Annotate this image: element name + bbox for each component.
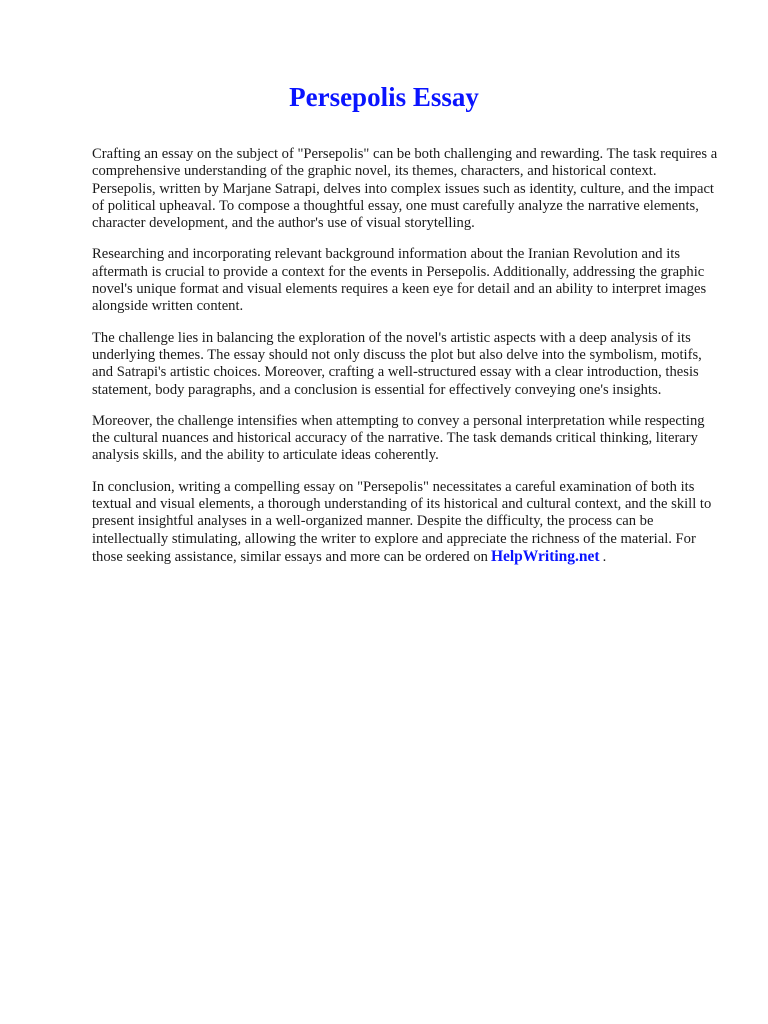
- paragraph-2: Researching and incorporating relevant background information about the Iranian Revolution and its aftermath is crucial to provide a context for the events in Persepolis. Additionally, addressing the graphic novel's unique format and visual elements requires a keen eye for detail and an ability to interpret images alongside written content.: [92, 246, 707, 315]
- essay-body: [92, 146, 718, 580]
- helpwriting-link[interactable]: HelpWriting.net: [490, 547, 600, 565]
- paragraph-5-text: In conclusion, writing a compelling essay on "Persepolis" necessitates a careful examination of both its textual and visual elements, a thorough understanding of its historical and cultural context, and the skill to present insightful analyses in a well-organized manner. Despite the difficulty, the process can be intellectually stimulating, allowing the writer to explore and appreciate the richness of the material. For those seeking assistance, similar essays and more can be ordered on: [92, 478, 712, 565]
- paragraph-4: Moreover, the challenge intensifies when attempting to convey a personal interpretation while respecting the cultural nuances and historical accuracy of the narrative. The task demands critical thinking, literary analysis skills, and the ability to articulate ideas coherently.: [92, 412, 705, 464]
- paragraph-5-period: .: [602, 548, 607, 565]
- paragraph-3: The challenge lies in balancing the exploration of the novel's artistic aspects with a deep analysis of its underlying themes. The essay should not only discuss the plot but also delve into the symbolism, motifs, and Satrapi's artistic choices. Moreover, crafting a well-structured essay with a clear introduction, thesis statement, body paragraphs, and a conclusion is essential for effectively conveying one's insights.: [92, 329, 702, 398]
- page-title: Persepolis Essay: [289, 82, 479, 112]
- paragraph-5: [92, 479, 718, 566]
- paragraph-1: Crafting an essay on the subject of "Persepolis" can be both challenging and rewarding. The task requires a comprehensive understanding of the graphic novel, its themes, characters, and historical context. Persepolis, written by Marjane Satrapi, delves into complex issues such as identity, culture, and the impact of political upheaval. To compose a thoughtful essay, one must carefully analyze the narrative elements, character development, and the author's use of visual storytelling.: [92, 146, 718, 232]
